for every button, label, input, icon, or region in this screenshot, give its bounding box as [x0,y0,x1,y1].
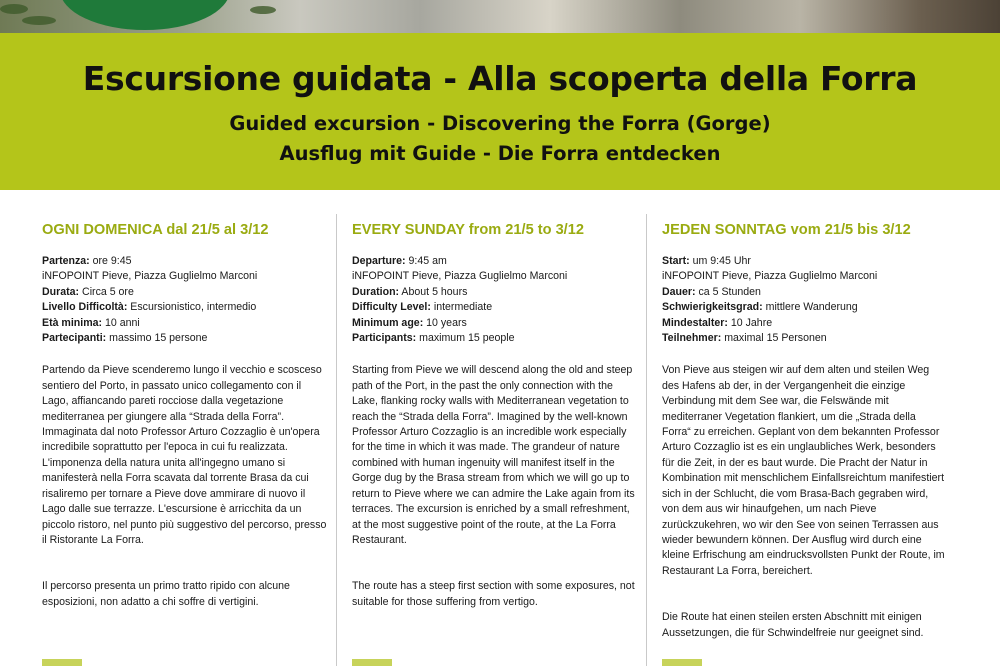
column-heading: OGNI DOMENICA dal 21/5 al 3/12 [42,222,269,238]
fact-value: iNFOPOINT Pieve, Piazza Guglielmo Marconi [42,270,258,283]
facts-list [352,254,637,346]
fact-label: Difficulty Level: [352,301,431,314]
fact-min-age [42,316,327,331]
fact-value: Escursionistico, intermedio [127,301,257,314]
next-heading-peek [42,659,82,666]
column-english [352,220,637,610]
fact-value: 10 Jahre [727,316,773,329]
fact-label: Durata: [42,285,80,298]
olive-leaf [22,16,56,25]
column-heading: JEDEN SONNTAG vom 21/5 bis 3/12 [662,222,911,238]
fact-min-age [352,316,637,331]
fact-duration [352,285,637,300]
fact-label: Partenza: [42,255,90,267]
fact-difficulty [42,300,327,315]
fact-duration [662,285,947,300]
fact-label: Teilnehmer: [662,332,722,345]
fact-value: 9:45 am [405,255,447,267]
description-paragraph: Von Pieve aus steigen wir auf dem alten und steilen Weg des Hafens ab der, in der Vergangenheit die einzige Verbindung mit dem See war, die Felswände mit mediterraner Vegetation flankiert, um die „Strada della Forra“ zu erreichen. Geplant von dem bekannten Professor Arturo Cozzaglio ist es ein unglaubliches Werk, besonders für die Zeit, in der es baut wurde. Die Pracht der Natur in Kombination mit menschlichem Einfallsreichtum manifestiert sich in der Schlucht, die vom Brasa-Bach gegraben wird, von dem aus wir hinaufgehen, um nach Pieve zurückzukehren, wo wir den See von seinen Terrassen aus wieder bewundern können. Der Ausflug wird durch eine kleine Erfrischung am eindrucksvollsten Punkt der Route, im Restaurant La Forra, bereichert. [662,364,945,577]
fact-value: 10 anni [102,316,140,329]
fact-label: Dauer: [662,285,696,298]
fact-value: Circa 5 ore [79,285,134,298]
warning-paragraph: The route has a steep first section with some exposures, not suitable for those suffering from vertigo. [352,580,635,608]
fact-value: ore 9:45 [89,255,132,267]
olive-leaf [0,4,28,14]
title-banner [0,33,1000,190]
warning-paragraph: Die Route hat einen steilen ersten Abschnitt mit einigen Aussetzungen, die für Schwindelfreie nur geeignet sind. [662,611,924,639]
fact-label: Departure: [352,255,406,267]
page-title: Escursione guidata - Alla scoperta della Forra [82,59,918,98]
fact-participants [352,331,637,346]
facts-list [42,254,327,346]
header-photo [0,0,1000,33]
fact-label: Partecipanti: [42,332,107,345]
description-paragraph: Partendo da Pieve scenderemo lungo il vecchio e scosceso sentiero del Porto, in passato unico collegamento con il Lago, affiancando pareti rocciose dalla vegetazione mediterranea per giungere alla “Strada della Forra”. Immaginata dal noto Professor Arturo Cozzaglio è un'opera incredibile soprattutto per l'epoca in cui fu realizzata. L'imponenza della natura unita all'ingegno umano si manifesterà nella Forra scavata dal torrente Brasa da cui risaliremo per tornare a Pieve dove ammirare di nuovo il Lago dalle sue terrazze. L'escursione è arricchita da un piccolo ristoro, nel punto più suggestivo del percorso, presso il Ristorante La Forra. [42,364,327,546]
fact-value: mittlere Wanderung [762,301,858,314]
fact-meeting-point [42,269,327,284]
fact-value: maximal 15 Personen [721,332,827,345]
facts-list [662,254,947,346]
fact-departure [42,254,327,269]
logo-badge [60,0,230,30]
fact-label: Livello Difficoltà: [42,301,128,314]
column-heading: EVERY SUNDAY from 21/5 to 3/12 [352,222,584,238]
fact-participants [42,331,327,346]
fact-label: Start: [662,255,690,267]
column-divider [646,214,647,666]
fact-value: 10 years [423,316,467,329]
fact-label: Età minima: [42,316,103,329]
fact-duration [42,285,327,300]
fact-departure [662,254,947,269]
description-paragraph: Starting from Pieve we will descend along the old and steep path of the Port, in the past the only connection with the Lake, flanking rocky walls with Mediterranean vegetation to reach the “Strada della Forra”. Imagined by the well-known Professor Arturo Cozzaglio is an incredible work especially for the time in which it was made. The grandeur of nature combined with human ingenuity will manifest itself in the Gorge dug by the Brasa stream from which we will go up to return to Pieve where we can admire the Lake again from its terraces. The excursion is enriched by a small refreshment, at the most suggestive point of the route, at the La Forra Restaurant. [352,364,635,546]
fact-label: Mindestalter: [662,316,728,329]
column-german [662,220,947,641]
fact-value: um 9:45 Uhr [689,255,751,267]
column-italian [42,220,327,610]
fact-difficulty [662,300,947,315]
fact-difficulty [352,300,637,315]
fact-label: Minimum age: [352,316,424,329]
subtitle-german: Ausflug mit Guide - Die Forra entdecken [279,142,721,165]
column-divider [336,214,337,666]
fact-value: About 5 hours [399,285,468,298]
fact-participants [662,331,947,346]
fact-meeting-point [352,269,637,284]
fact-value: iNFOPOINT Pieve, Piazza Guglielmo Marconi [352,270,568,283]
fact-label: Duration: [352,285,400,298]
fact-label: Schwierigkeitsgrad: [662,301,763,314]
fact-departure [352,254,637,269]
subtitle-english: Guided excursion - Discovering the Forra (Gorge) [229,112,771,135]
olive-leaf [250,6,276,14]
fact-value: massimo 15 persone [106,332,208,345]
fact-min-age [662,316,947,331]
fact-value: ca 5 Stunden [695,285,761,298]
fact-value: iNFOPOINT Pieve, Piazza Guglielmo Marconi [662,270,878,283]
next-heading-peek [662,659,702,666]
next-heading-peek [352,659,392,666]
fact-value: maximum 15 people [416,332,515,345]
warning-paragraph: Il percorso presenta un primo tratto ripido con alcune esposizioni, non adatto a chi soffre di vertigini. [42,580,290,608]
fact-value: intermediate [430,301,493,314]
fact-meeting-point [662,269,947,284]
content-columns [0,190,1000,666]
fact-label: Participants: [352,332,417,345]
